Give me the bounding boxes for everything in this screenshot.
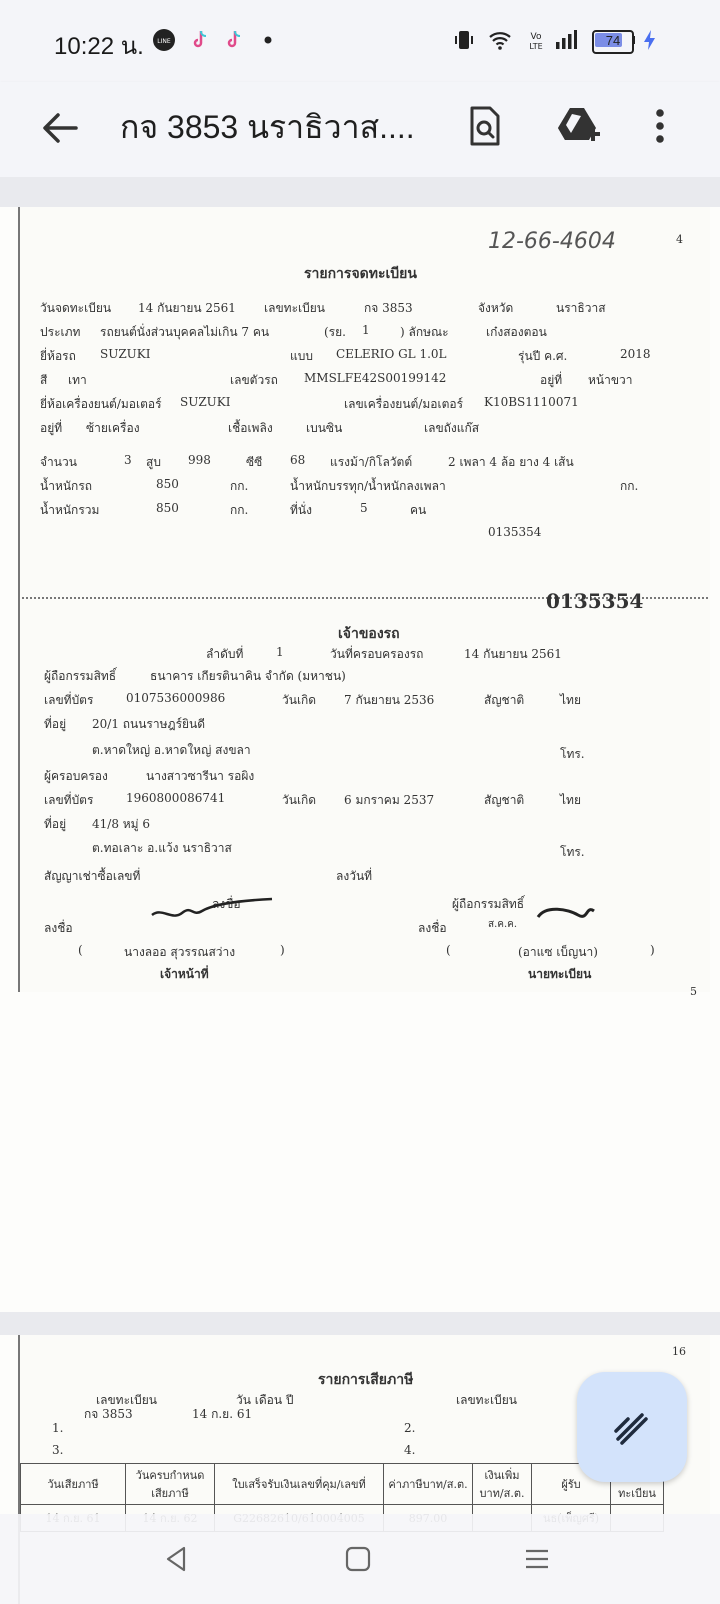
owner-address: 20/1 ถนนราษฎร์ยินดี	[92, 717, 206, 731]
back-arrow-icon[interactable]	[36, 104, 84, 152]
label: สัญญาเช่าซื้อเลขที่	[44, 869, 141, 883]
owner-date: 14 กันยายน 2561	[464, 647, 562, 661]
column-header: วันครบกำหนดเสียภาษี	[126, 1464, 215, 1505]
possessor-address: 41/8 หมู่ 6	[92, 817, 151, 831]
serial-number-large: 0135354	[546, 589, 644, 613]
label: เลขถังแก๊ส	[424, 421, 480, 435]
label: ที่นั่ง	[290, 503, 312, 517]
label: คน	[410, 503, 427, 517]
gross-weight: 850	[156, 501, 179, 515]
type-code: 1	[362, 323, 370, 337]
drive-add-icon[interactable]	[554, 102, 602, 150]
page-number: 4	[676, 233, 683, 246]
label: เลขที่บัตร	[44, 793, 94, 807]
nav-home-icon[interactable]	[343, 1544, 373, 1574]
volte-icon	[524, 28, 548, 52]
column-header: วันเสียภาษี	[21, 1464, 126, 1505]
page-number: 5	[690, 985, 697, 998]
label: แรงม้า/กิโลวัตต์	[330, 455, 413, 469]
label: ที่อยู่	[44, 717, 67, 731]
possessor-address-line2: ต.ทอเลาะ อ.แว้ง นราธิวาส	[92, 841, 232, 855]
dot-icon	[256, 28, 280, 52]
registration-heading: รายการจดทะเบียน	[304, 266, 417, 282]
fuel: เบนซิน	[306, 421, 343, 435]
label: ยี่ห้อเครื่องยนต์/มอเตอร์	[40, 397, 162, 411]
registrar-role: นายทะเบียน	[528, 967, 592, 981]
label: เลขที่บัตร	[44, 693, 94, 707]
label: ผู้ถือกรรมสิทธิ์	[452, 897, 525, 911]
label: กก.	[230, 503, 249, 517]
label: ผู้ถือกรรมสิทธิ์	[44, 669, 117, 683]
serial-number: 0135354	[488, 525, 542, 539]
registration-date: 14 กันยายน 2561	[138, 301, 236, 315]
label: วันเกิด	[282, 693, 317, 707]
chassis-number: MMSLFE42S00199142	[304, 371, 447, 385]
label: เลขเครื่องยนต์/มอเตอร์	[344, 397, 464, 411]
registrar-name: (อาแซ เบ็ญนา)	[518, 945, 598, 959]
body-style: เก๋งสองตอน	[486, 325, 547, 339]
label: วันที่ครอบครองรถ	[330, 647, 424, 661]
handwritten-number: 12-66-4604	[488, 229, 616, 254]
vehicle-type: รถยนต์นั่งส่วนบุคคลไม่เกิน 7 คน	[100, 325, 270, 339]
annotate-button[interactable]	[577, 1372, 687, 1482]
label: สัญชาติ	[484, 793, 525, 807]
plate-number: กจ 3853	[364, 301, 413, 315]
owner-id: 0107536000986	[126, 691, 226, 705]
tax-plate: กจ 3853	[84, 1407, 133, 1421]
officer-role: เจ้าหน้าที่	[160, 967, 209, 981]
document-page-1: 12-66-4604 4 รายการจดทะเบียน วันจดทะเบียน 14 กันยายน 2561 เลขทะเบียน กจ 3853 จังหวัด นราธิวาส ประเภท รถยนต์นั่งส่วนบุคคลไม่เกิน 7 คน (รย. 1 ) ลักษณะ เก๋งสองตอน ยี่ห้อรถ SUZUKI แบบ CELERIO GL 1.0L รุ่นปี ค.ศ. 2018 สี เทา เลขตัวรถ MMSLFE42S00199142 อยู่ที่ หน้าขวา ยี่ห้อเครื่องยนต์/มอเตอร์ SUZUKI เลขเครื่องยนต์/มอเตอร์ K10BS1110071 อยู่ที่ ซ้ายเครื่อง เชื้อเพลิง เบนซิน เลขถังแก๊ส จำนวน 3 สูบ 998 ซีซี 68 แรงม้า/กิโลวัตต์ 2 เพลา 4 ล้อ ยาง 4 เส้น น้ำหนักรถ 850 กก. น้ำหนักบรรทุก/น้ำหนักลงเพลา กก. น้ำหนักรวม 850 กก. ที่นั่ง 5 คน 0135354 0135354 เจ้าของรถ ลำดับที่ 1 วันที่ครอบครองรถ 14 กันยายน 2561 ผู้ถือกรรมสิทธิ์ ธนาคาร เกียรตินาคิน จำกัด (มหาชน) เลขที่บัตร 0107536000986 วันเกิด 7 กันยายน 2536 สัญชาติ ไทย ที่อยู่ 20/1 ถนนราษฎร์ยินดี ต.หาดใหญ่ อ.หาดใหญ่ สงขลา โทร. ผู้ครอบครอง นางสาวซารีนา รอผิง เลขที่บัตร 1960800086741 วันเกิด 6 มกราคม 2537 สัญชาติ ไทย ที่อยู่ 41/8 หมู่ 6 ต.ทอเลาะ อ.แว้ง นราธิวาส โทร. สัญญาเช่าซื้อเลขที่ ลงวันที่ ลงชื่อ ผู้ถือกรรมสิทธิ์ ลงชื่อ ลงชื่อ ส.ค.ค. ( นางลออ สุวรรณสว่าง ) ( (อาแซ เบ็ญนา) ) เจ้าหน้าที่ นายทะเบียน 5	[0, 207, 720, 1312]
label: แบบ	[290, 349, 313, 363]
label: ลงชื่อ	[44, 921, 73, 935]
label: วันเกิด	[282, 793, 317, 807]
possessor-dob: 6 มกราคม 2537	[344, 793, 435, 807]
chassis-location: หน้าขวา	[588, 373, 633, 387]
province: นราธิวาส	[556, 301, 606, 315]
owner-dob: 7 กันยายน 2536	[344, 693, 435, 707]
owner-nationality: ไทย	[560, 693, 581, 707]
label: โทร.	[560, 747, 585, 761]
label: เลขทะเบียน	[96, 1393, 157, 1407]
model: CELERIO GL 1.0L	[336, 347, 447, 361]
engine-number: K10BS1110071	[484, 395, 579, 409]
svg-text:LTE: LTE	[529, 42, 543, 51]
label: อยู่ที่	[40, 421, 63, 435]
signature	[150, 897, 280, 927]
label: จังหวัด	[478, 301, 514, 315]
label: ลำดับที่	[206, 647, 244, 661]
label: สัญชาติ	[484, 693, 525, 707]
table-header-row	[21, 1464, 664, 1505]
system-nav-bar	[0, 1514, 720, 1604]
label: ) ลักษณะ	[400, 325, 449, 339]
horsepower: 68	[290, 453, 306, 467]
battery-level: 74	[605, 33, 621, 48]
battery-icon	[592, 30, 634, 54]
label: ลงชื่อ	[212, 897, 241, 911]
tiktok-icon	[222, 28, 246, 52]
document-title: กจ 3853 นราธิวาส....	[120, 109, 415, 145]
possessor-name: นางสาวซารีนา รอผิง	[146, 769, 255, 783]
signature	[536, 899, 596, 929]
seats: 5	[360, 501, 368, 515]
doc-search-icon[interactable]	[460, 102, 508, 150]
label: น้ำหนักบรรทุก/น้ำหนักลงเพลา	[290, 479, 446, 493]
label: น้ำหนักรวม	[40, 503, 100, 517]
nav-recents-icon[interactable]	[522, 1544, 552, 1574]
column-header: ใบเสร็จรับเงินเลขที่คุม/เลขที่	[215, 1464, 384, 1505]
label: 3.	[52, 1443, 64, 1457]
label: วันจดทะเบียน	[40, 301, 112, 315]
label: ลงชื่อ	[418, 921, 447, 935]
label: เชื้อเพลิง	[228, 421, 273, 435]
column-header: เงินเพิ่มบาท/ส.ต.	[473, 1464, 532, 1505]
label: ผู้ครอบครอง	[44, 769, 108, 783]
cylinders: 3	[124, 453, 132, 467]
wifi-icon	[488, 28, 512, 52]
signal-icon	[554, 28, 578, 52]
model-year: 2018	[620, 347, 651, 361]
column-header: ค่าภาษีบาท/ส.ต.	[384, 1464, 473, 1505]
owner-sequence: 1	[276, 645, 284, 659]
tiktok-icon	[188, 28, 212, 52]
label: วัน เดือน ปี	[236, 1393, 294, 1407]
column-header: ทะเบียน	[611, 1464, 664, 1505]
label: ยี่ห้อรถ	[40, 349, 76, 363]
label: ที่อยู่	[44, 817, 67, 831]
svg-text:LINE: LINE	[157, 38, 171, 45]
status-bar	[0, 0, 720, 82]
label: ประเภท	[40, 325, 81, 339]
tax-heading: รายการเสียภาษี	[318, 1372, 414, 1388]
label: กก.	[230, 479, 249, 493]
engine-make: SUZUKI	[180, 395, 231, 409]
engine-location: ซ้ายเครื่อง	[86, 421, 140, 435]
tax-date: 14 ก.ย. 61	[192, 1407, 253, 1421]
label: สูบ	[146, 455, 161, 469]
label: เลขทะเบียน	[456, 1393, 517, 1407]
column-header: ผู้รับ	[532, 1464, 611, 1505]
label: รุ่นปี ค.ศ.	[518, 349, 568, 363]
label: ซีซี	[246, 455, 263, 469]
label: กก.	[620, 479, 639, 493]
charging-icon	[638, 28, 662, 52]
app-toolbar	[0, 82, 720, 177]
more-vert-icon[interactable]	[636, 102, 684, 150]
vibrate-icon	[452, 28, 476, 52]
page-number: 16	[672, 1345, 686, 1358]
possessor-nationality: ไทย	[560, 793, 581, 807]
axles-wheels: 2 เพลา 4 ล้อ ยาง 4 เส้น	[448, 455, 574, 469]
label: 4.	[404, 1443, 416, 1457]
officer-name: นางลออ สุวรรณสว่าง	[124, 945, 236, 959]
label: อยู่ที่	[540, 373, 563, 387]
label: ลงวันที่	[336, 869, 373, 883]
clock: 10:22 น.	[54, 33, 144, 60]
cc: 998	[188, 453, 211, 467]
line-icon	[152, 28, 176, 52]
possessor-id: 1960800086741	[126, 791, 226, 805]
nav-back-icon[interactable]	[162, 1544, 192, 1574]
label: น้ำหนักรถ	[40, 479, 93, 493]
label: (รย.	[324, 325, 346, 339]
owner-heading: เจ้าของรถ	[338, 626, 400, 642]
svg-text:Vo: Vo	[530, 32, 542, 42]
label: จำนวน	[40, 455, 77, 469]
owner-address-line2: ต.หาดใหญ่ อ.หาดใหญ่ สงขลา	[92, 743, 251, 757]
owner-name: ธนาคาร เกียรตินาคิน จำกัด (มหาชน)	[150, 669, 346, 683]
color: เทา	[68, 373, 87, 387]
label: โทร.	[560, 845, 585, 859]
label: 1.	[52, 1421, 64, 1435]
label: เลขตัวรถ	[230, 373, 278, 387]
make: SUZUKI	[100, 347, 151, 361]
pen-icon	[608, 1403, 656, 1451]
label: 2.	[404, 1421, 416, 1435]
label: เลขทะเบียน	[264, 301, 325, 315]
label: สี	[40, 373, 48, 387]
vehicle-weight: 850	[156, 477, 179, 491]
stamp-text: ส.ค.ค.	[488, 919, 518, 930]
